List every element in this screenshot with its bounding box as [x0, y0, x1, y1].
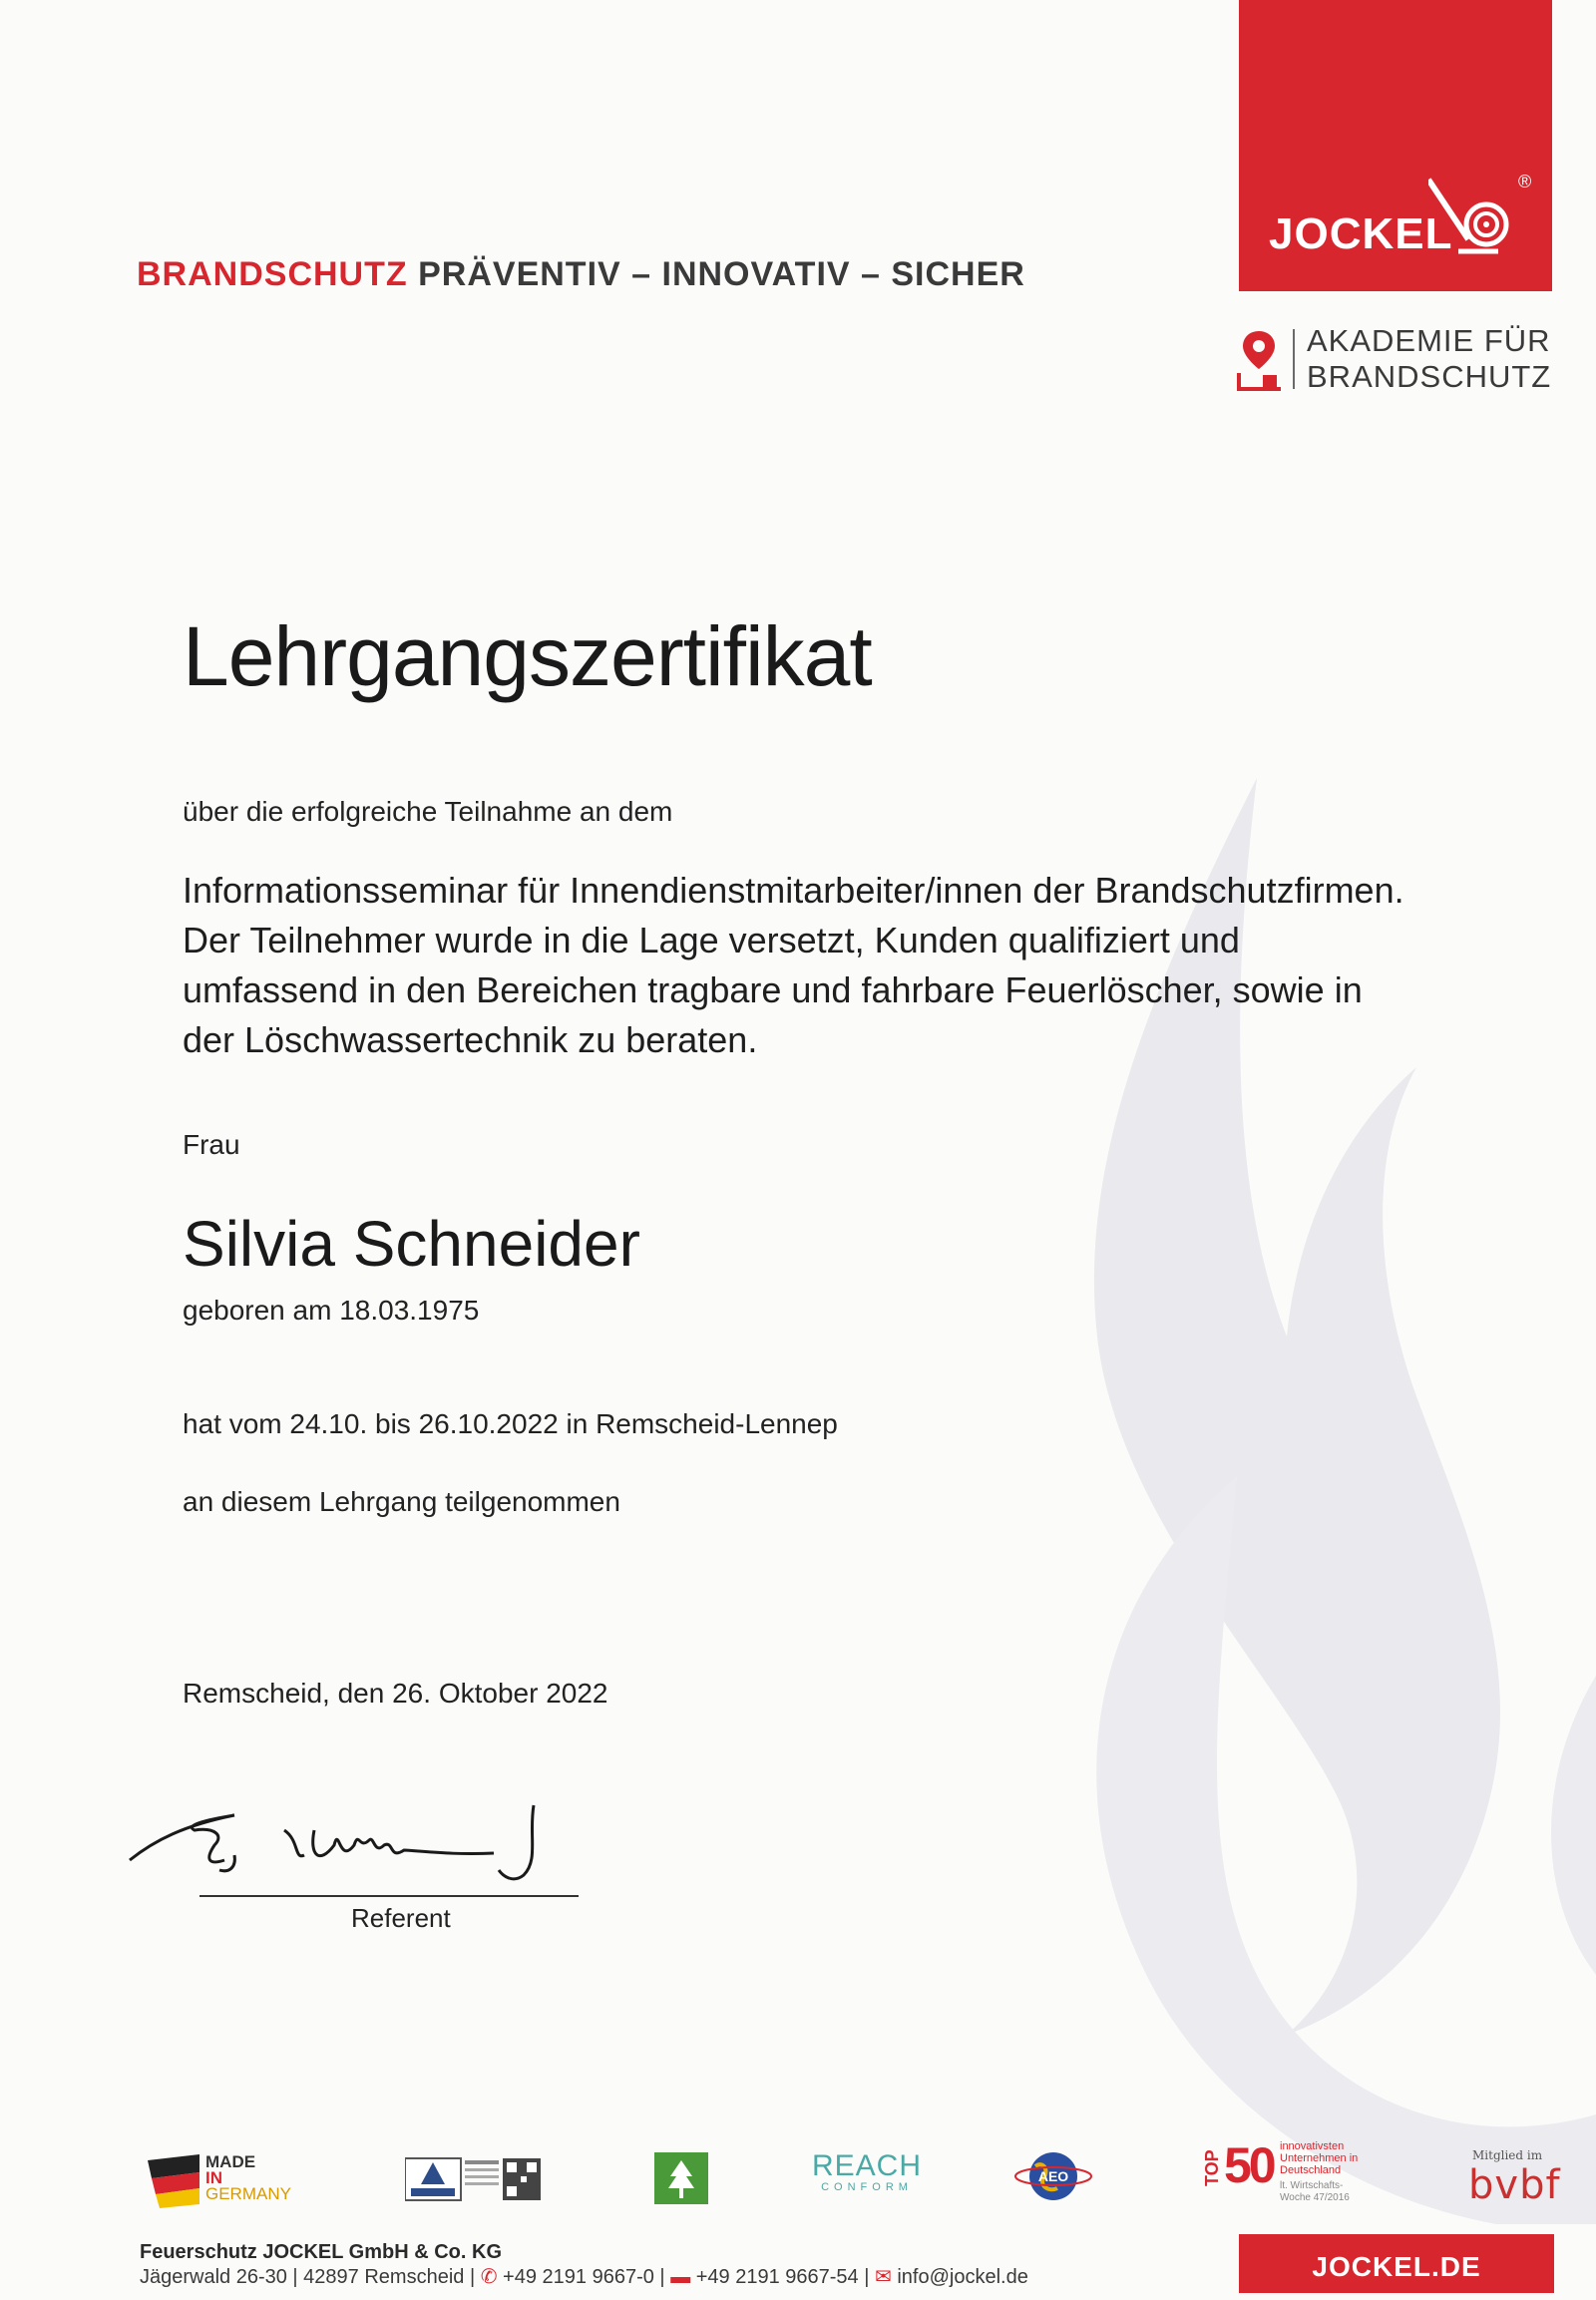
in-text: IN	[205, 2168, 222, 2187]
top50-line: lt. Wirtschafts-	[1280, 2180, 1344, 2191]
description-line: Informationsseminar für Innendienstmitarbeiter/innen der Brandschutzfirmen.	[183, 870, 1404, 911]
place-date: Remscheid, den 26. Oktober 2022	[183, 1678, 608, 1709]
bvbf-logo: bvbf	[1468, 2162, 1561, 2208]
intro-text: über die erfolgreiche Teilnahme an dem	[183, 796, 673, 827]
germany-text: GERMANY	[205, 2184, 291, 2203]
participation-statement: an diesem Lehrgang teilgenommen	[183, 1486, 620, 1517]
tuv-certification-icon	[405, 2154, 545, 2204]
slogan-highlight: BRANDSCHUTZ	[137, 255, 408, 293]
registered-mark: ®	[1518, 172, 1532, 192]
participant-name: Silvia Schneider	[183, 1208, 640, 1280]
top50-number: 50	[1224, 2137, 1274, 2193]
phone-icon: ✆	[480, 2266, 498, 2288]
akademie-line-2: BRANDSCHUTZ	[1307, 359, 1552, 394]
description-line: Der Teilnehmer wurde in die Lage versetzt, Kunden qualifiziert und	[183, 920, 1240, 960]
fax-number: +49 2191 9667-54	[695, 2266, 859, 2288]
bvbf-member-note: Mitglied im	[1472, 2148, 1543, 2162]
salutation: Frau	[183, 1129, 240, 1160]
certificate-title: Lehrgangszertifikat	[183, 609, 872, 703]
top50-line: Deutschland	[1280, 2164, 1342, 2176]
top50-badge	[1202, 2136, 1362, 2216]
top50-line: Woche 47/2016	[1280, 2192, 1350, 2203]
address-text: Jägerwald 26-30 | 42897 Remscheid |	[140, 2266, 476, 2288]
aeo-text: AEO	[1037, 2168, 1069, 2184]
slogan	[137, 255, 1025, 294]
reach-text: REACH	[812, 2149, 923, 2182]
german-flag-icon	[140, 2152, 201, 2208]
course-period: hat vom 24.10. bis 26.10.2022 in Remscheid-Lennep	[183, 1408, 838, 1439]
email-icon: ✉	[875, 2266, 892, 2288]
top-text: TOP	[1202, 2149, 1222, 2186]
location-pin-icon	[1235, 329, 1283, 393]
slogan-text: PRÄVENTIV – INNOVATIV – SICHER	[418, 255, 1025, 293]
akademie-line-1: AKADEMIE FÜR	[1307, 323, 1551, 358]
phone-number: +49 2191 9667-0	[503, 2266, 654, 2288]
contact-line: Jägerwald 26-30 | 42897 Remscheid | ✆ +49 2191 9667-0 | ▬ +49 2191 9667-54 | ✉ info@jockel.de	[140, 2266, 1028, 2288]
made-in-germany-badge	[140, 2152, 299, 2208]
jockel-logo	[1239, 0, 1552, 291]
company-name: Feuerschutz JOCKEL GmbH & Co. KG	[140, 2241, 503, 2263]
tree-icon	[654, 2152, 708, 2204]
tree-symbol-icon	[654, 2152, 708, 2204]
reach-conform-badge	[812, 2149, 922, 2193]
logo-brand-text: JOCKEL	[1269, 209, 1453, 258]
website-label: JOCKEL.DE	[1239, 2234, 1554, 2293]
made-text: MADE	[205, 2152, 256, 2171]
spiral-icon	[1428, 170, 1518, 259]
top50-line: innovativsten	[1280, 2140, 1345, 2152]
fax-icon: ▬	[670, 2266, 691, 2288]
top50-line: Unternehmen in	[1280, 2152, 1359, 2164]
reach-conform-text: CONFORM	[821, 2181, 913, 2193]
description-line: umfassend in den Bereichen tragbare und fahrbare Feuerlöscher, sowie in	[183, 969, 1363, 1010]
description-line: der Löschwassertechnik zu beraten.	[183, 1019, 758, 1060]
akademie-label	[1235, 323, 1554, 395]
divider	[1293, 329, 1295, 389]
email-address: info@jockel.de	[897, 2266, 1028, 2288]
signer-role: Referent	[351, 1903, 451, 1933]
aeo-globe-icon	[1013, 2148, 1093, 2204]
signature-line	[200, 1895, 579, 1897]
birth-date: geboren am 18.03.1975	[183, 1295, 480, 1326]
